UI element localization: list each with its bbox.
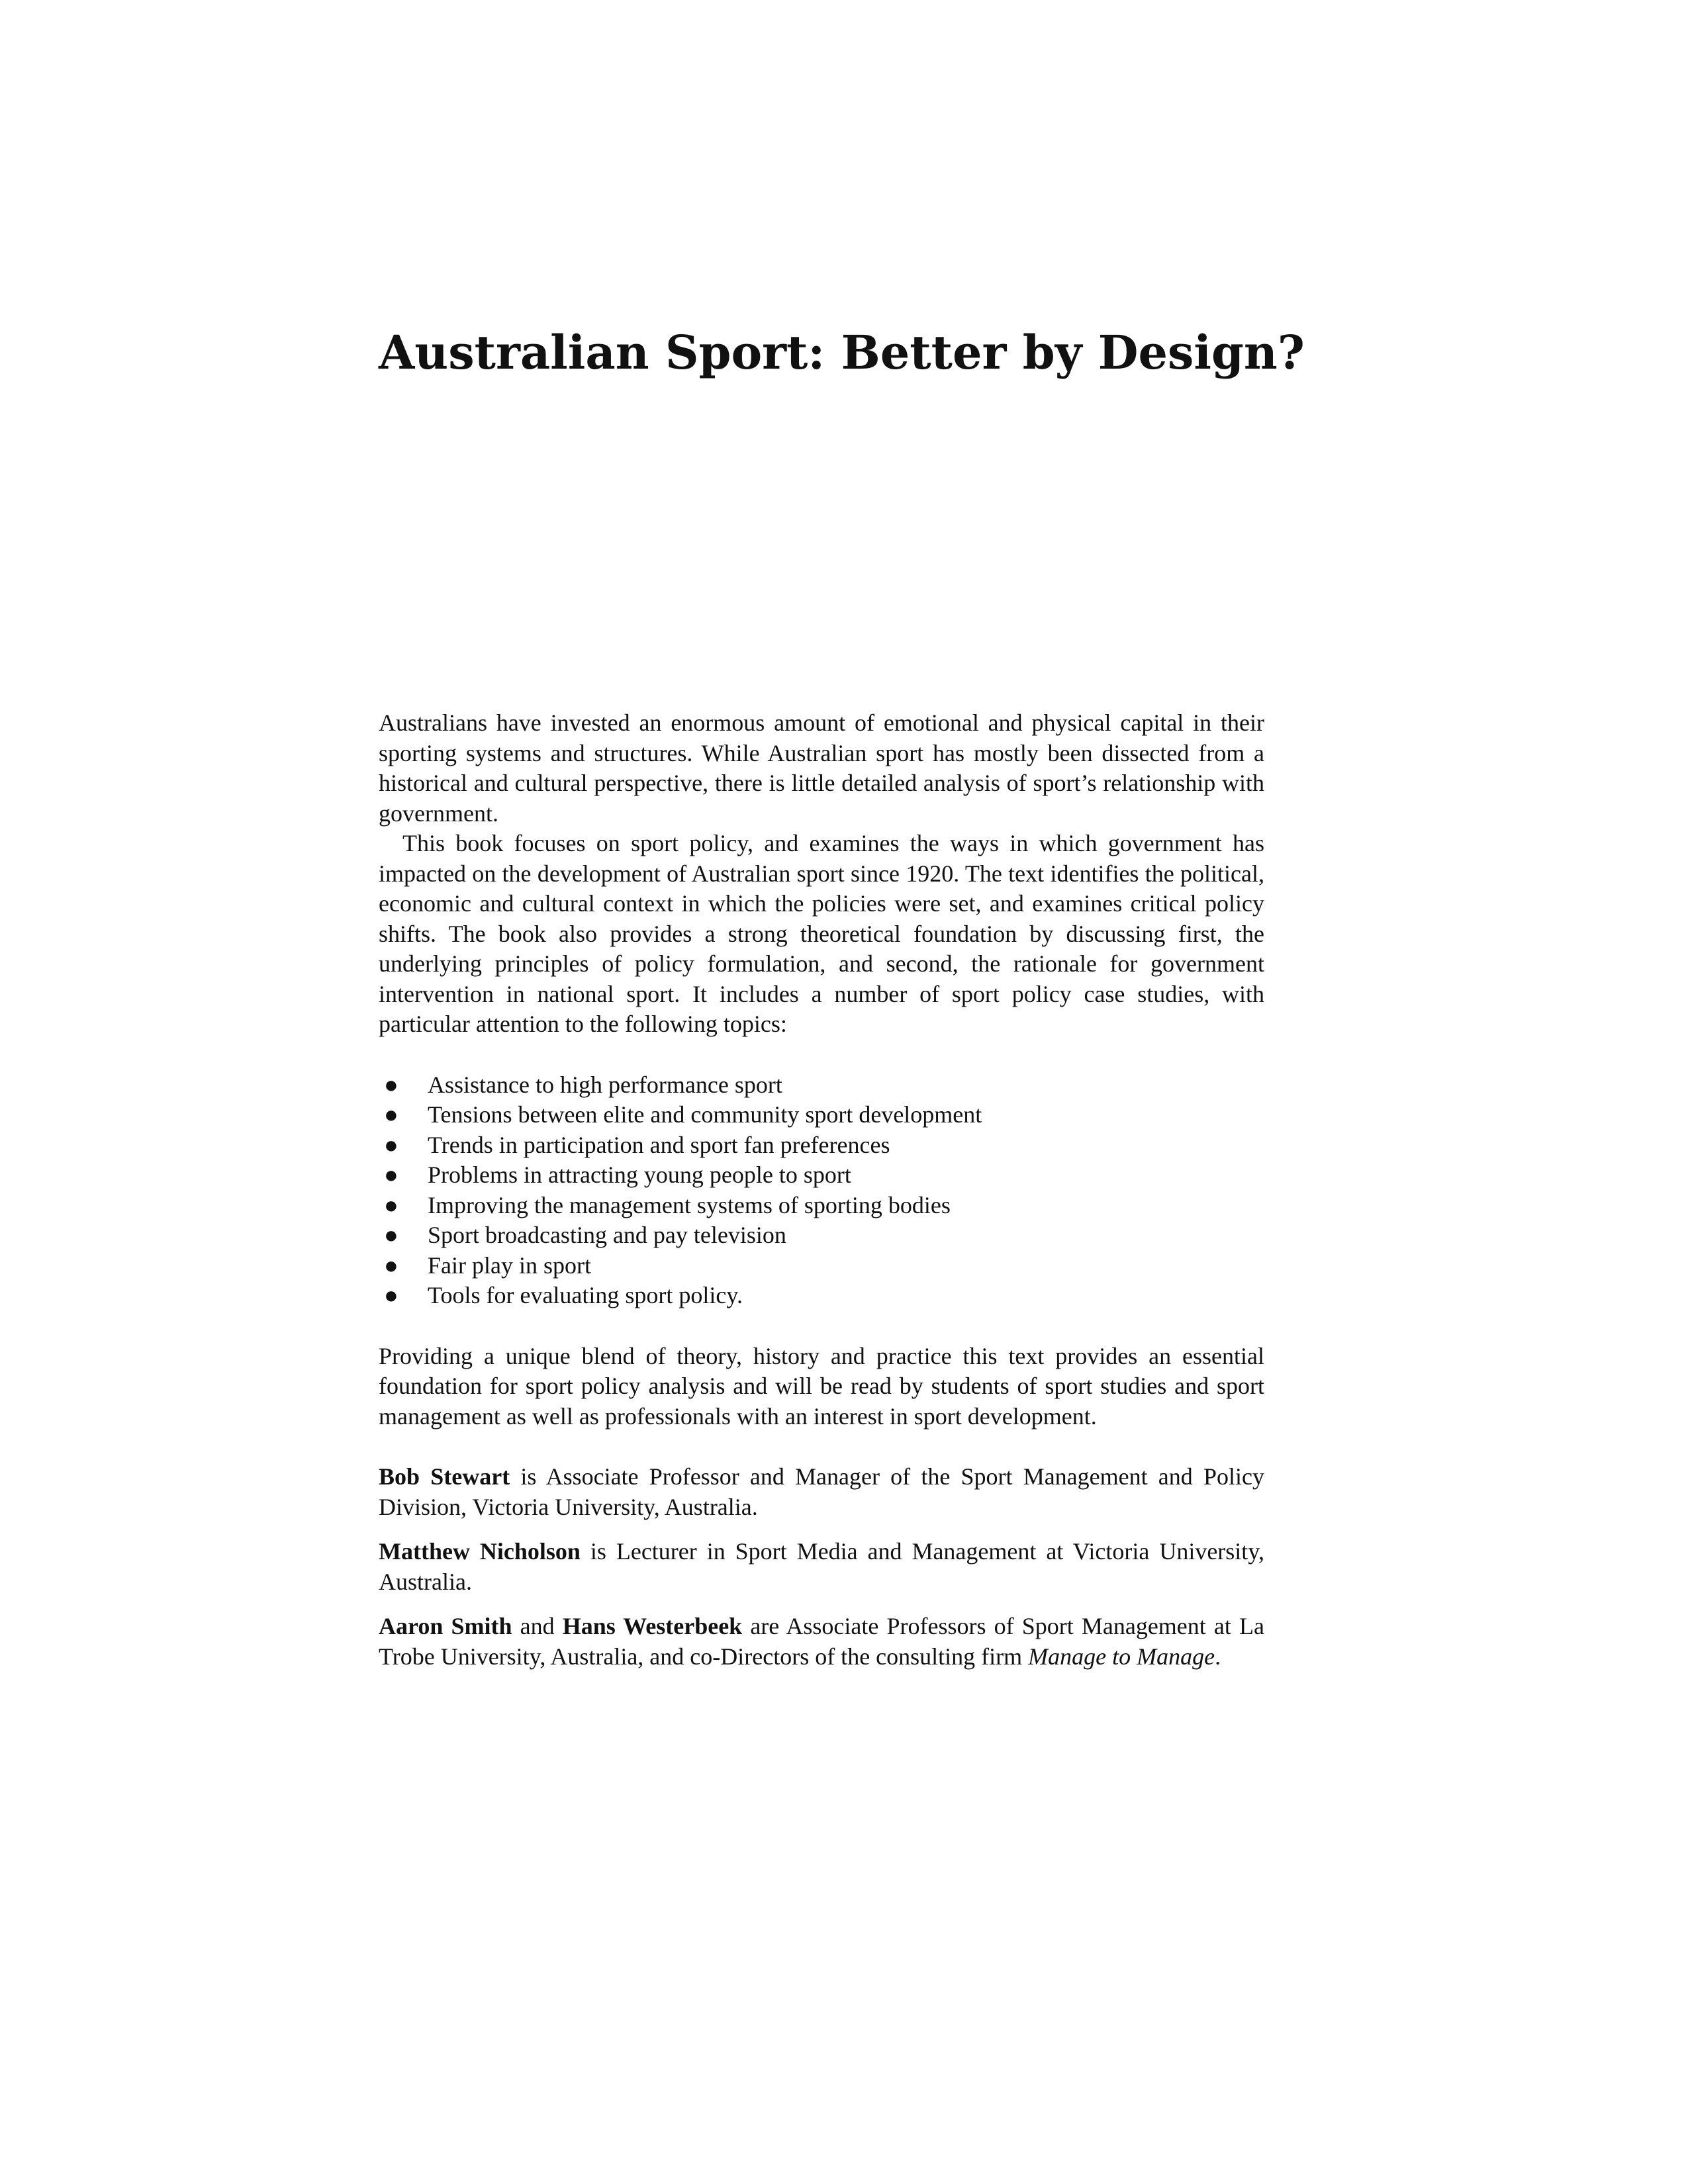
bullet-icon: ● [384, 1161, 399, 1188]
list-item-text: Improving the management systems of sporting bodies [428, 1191, 951, 1218]
author-bio-smith-westerbeek [379, 1612, 1264, 1672]
end-punctuation: . [1215, 1643, 1221, 1670]
list-item-text: Sport broadcasting and pay television [428, 1222, 786, 1248]
list-item [379, 1251, 1264, 1281]
list-item-text: Problems in attracting young people to sport [428, 1161, 851, 1188]
author-name: Aaron Smith [379, 1613, 512, 1639]
list-item [379, 1191, 1264, 1221]
author-name: Hans Westerbeek [562, 1613, 743, 1639]
firm-name: Manage to Manage [1028, 1643, 1215, 1670]
list-item [379, 1220, 1264, 1251]
list-item [379, 1160, 1264, 1191]
page-title: Australian Sport: Better by Design? [379, 325, 1305, 380]
author-bio-text: is Lecturer in Sport Media and Management at Victoria University, Australia. [379, 1538, 1264, 1595]
list-item [379, 1130, 1264, 1161]
list-item-text: Fair play in sport [428, 1251, 591, 1279]
author-bio-text: is Associate Professor and Manager of the Sport Management and Policy Division, Victoria University, Australia. [379, 1463, 1264, 1520]
closing-paragraph: Providing a unique blend of theory, history and practice this text provides an essential foundation for sport policy analysis and will be read by students of sport studies and sport management as well as professionals with an interest in sport development. [379, 1342, 1264, 1430]
bullet-icon: ● [384, 1101, 399, 1128]
bullet-icon: ● [384, 1191, 399, 1218]
list-item-text: Trends in participation and sport fan preferences [428, 1131, 890, 1158]
intro-paragraph-1: Australians have invested an enormous amount of emotional and physical capital in their sporting systems and structures. While Australian sport has mostly been dissected from a historical and cultural perspective, there is little detailed analysis of sport’s relationship with government. [379, 709, 1264, 827]
author-bio-matthew-nicholson [379, 1537, 1264, 1597]
author-bio-text: are Associate Professors of Sport Management at La Trobe University, Australia, and co-Directors of the consulting firm [379, 1613, 1264, 1670]
author-bio-bob-stewart [379, 1462, 1264, 1522]
bullet-icon: ● [384, 1251, 399, 1279]
list-item-text: Assistance to high performance sport [428, 1071, 782, 1098]
bullet-icon: ● [384, 1222, 399, 1248]
author-name: Bob Stewart [379, 1463, 510, 1490]
list-item [379, 1281, 1264, 1311]
bullet-icon: ● [384, 1282, 399, 1308]
bullet-icon: ● [384, 1071, 399, 1098]
list-item [379, 1070, 1264, 1101]
topic-list [379, 1070, 1264, 1311]
intro-paragraph-2: This book focuses on sport policy, and examines the ways in which government has impacted on the development of Australian sport since 1920. The text identifies the political, economic and cultural context in which the policies were set, and examines critical policy shifts. The book also provides a strong theoretical foundation by discussing first, the underlying principles of policy formulation, and second, the rationale for government intervention in national sport. It includes a number of sport policy case studies, with particular attention to the following topics: [379, 830, 1264, 1037]
list-item-text: Tensions between elite and community sport development [428, 1101, 982, 1128]
conjunction-text: and [512, 1613, 563, 1639]
list-item [379, 1100, 1264, 1130]
bullet-icon: ● [384, 1131, 399, 1158]
list-item-text: Tools for evaluating sport policy. [428, 1282, 743, 1308]
author-name: Matthew Nicholson [379, 1538, 581, 1565]
back-cover-text [379, 708, 1264, 1672]
